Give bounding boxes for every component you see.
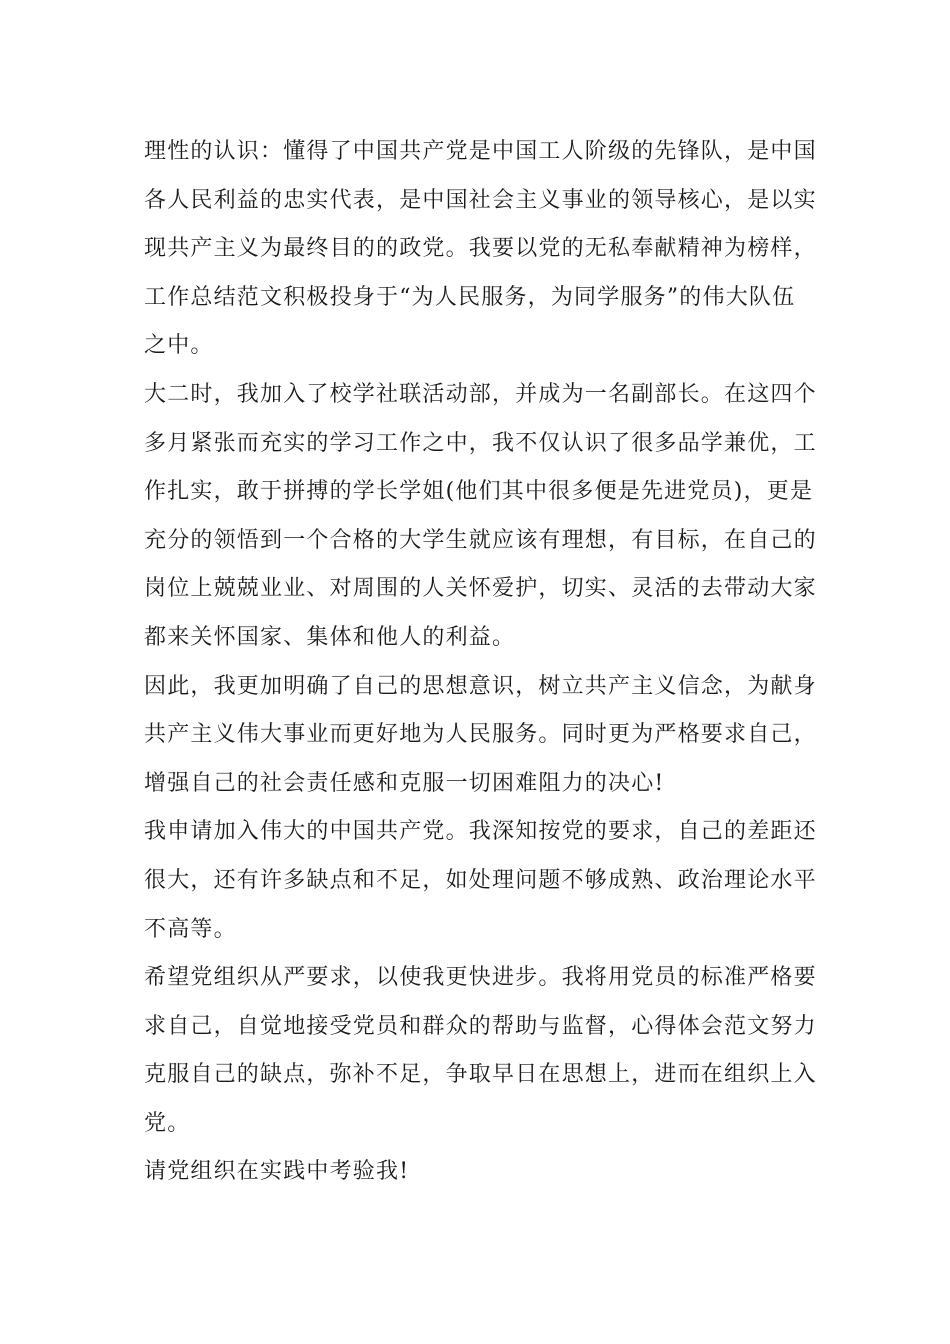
text-line: 请党组织在实践中考验我!	[144, 1159, 410, 1185]
text-line: 都来关怀国家、集体和他人的利益。	[144, 624, 516, 650]
text-line: 大二时，我加入了校学社联活动部，并成为一名副部长。在这四个	[144, 381, 817, 407]
text-line: 因此，我更加明确了自己的思想意识，树立共产主义信念，为献身	[144, 673, 817, 699]
text-line: 之中。	[144, 333, 214, 359]
text-line: 求自己，自觉地接受党员和群众的帮助与监督，心得体会范文努力	[144, 1013, 817, 1039]
text-line: 不高等。	[144, 916, 237, 942]
text-line: 多月紧张而充实的学习工作之中，我不仅认识了很多品学兼优，工	[144, 430, 817, 456]
text-line: 各人民利益的忠实代表，是中国社会主义事业的领导核心，是以实	[144, 187, 817, 213]
document-body	[144, 128, 817, 1197]
text-line: 党。	[144, 1110, 191, 1136]
text-line: 作扎实，敢于拼搏的学长学姐(他们其中很多便是先进党员)，更是	[144, 479, 814, 505]
text-line: 现共产主义为最终目的的政党。我要以党的无私奉献精神为榜样，	[144, 236, 817, 262]
text-line: 理性的认识：懂得了中国共产党是中国工人阶级的先锋队，是中国	[144, 139, 817, 164]
text-line: 岗位上兢兢业业、对周围的人关怀爱护，切实、灵活的去带动大家	[144, 576, 817, 602]
text-line: 共产主义伟大事业而更好地为人民服务。同时更为严格要求自己，	[144, 722, 817, 748]
text-line: 充分的领悟到一个合格的大学生就应该有理想，有目标，在自己的	[144, 527, 817, 553]
text-line: 很大，还有许多缺点和不足，如处理问题不够成熟、政治理论水平	[144, 867, 817, 893]
text-line: 希望党组织从严要求，以使我更快进步。我将用党员的标准严格要	[144, 965, 817, 991]
text-line: 增强自己的社会责任感和克服一切困难阻力的决心!	[144, 770, 665, 796]
text-line: 克服自己的缺点，弥补不足，争取早日在思想上，进而在组织上入	[144, 1062, 817, 1088]
text-line: 我申请加入伟大的中国共产党。我深知按党的要求，自己的差距还	[144, 819, 817, 845]
text-line: 工作总结范文积极投身于“为人民服务，为同学服务”的伟大队伍	[144, 284, 796, 310]
